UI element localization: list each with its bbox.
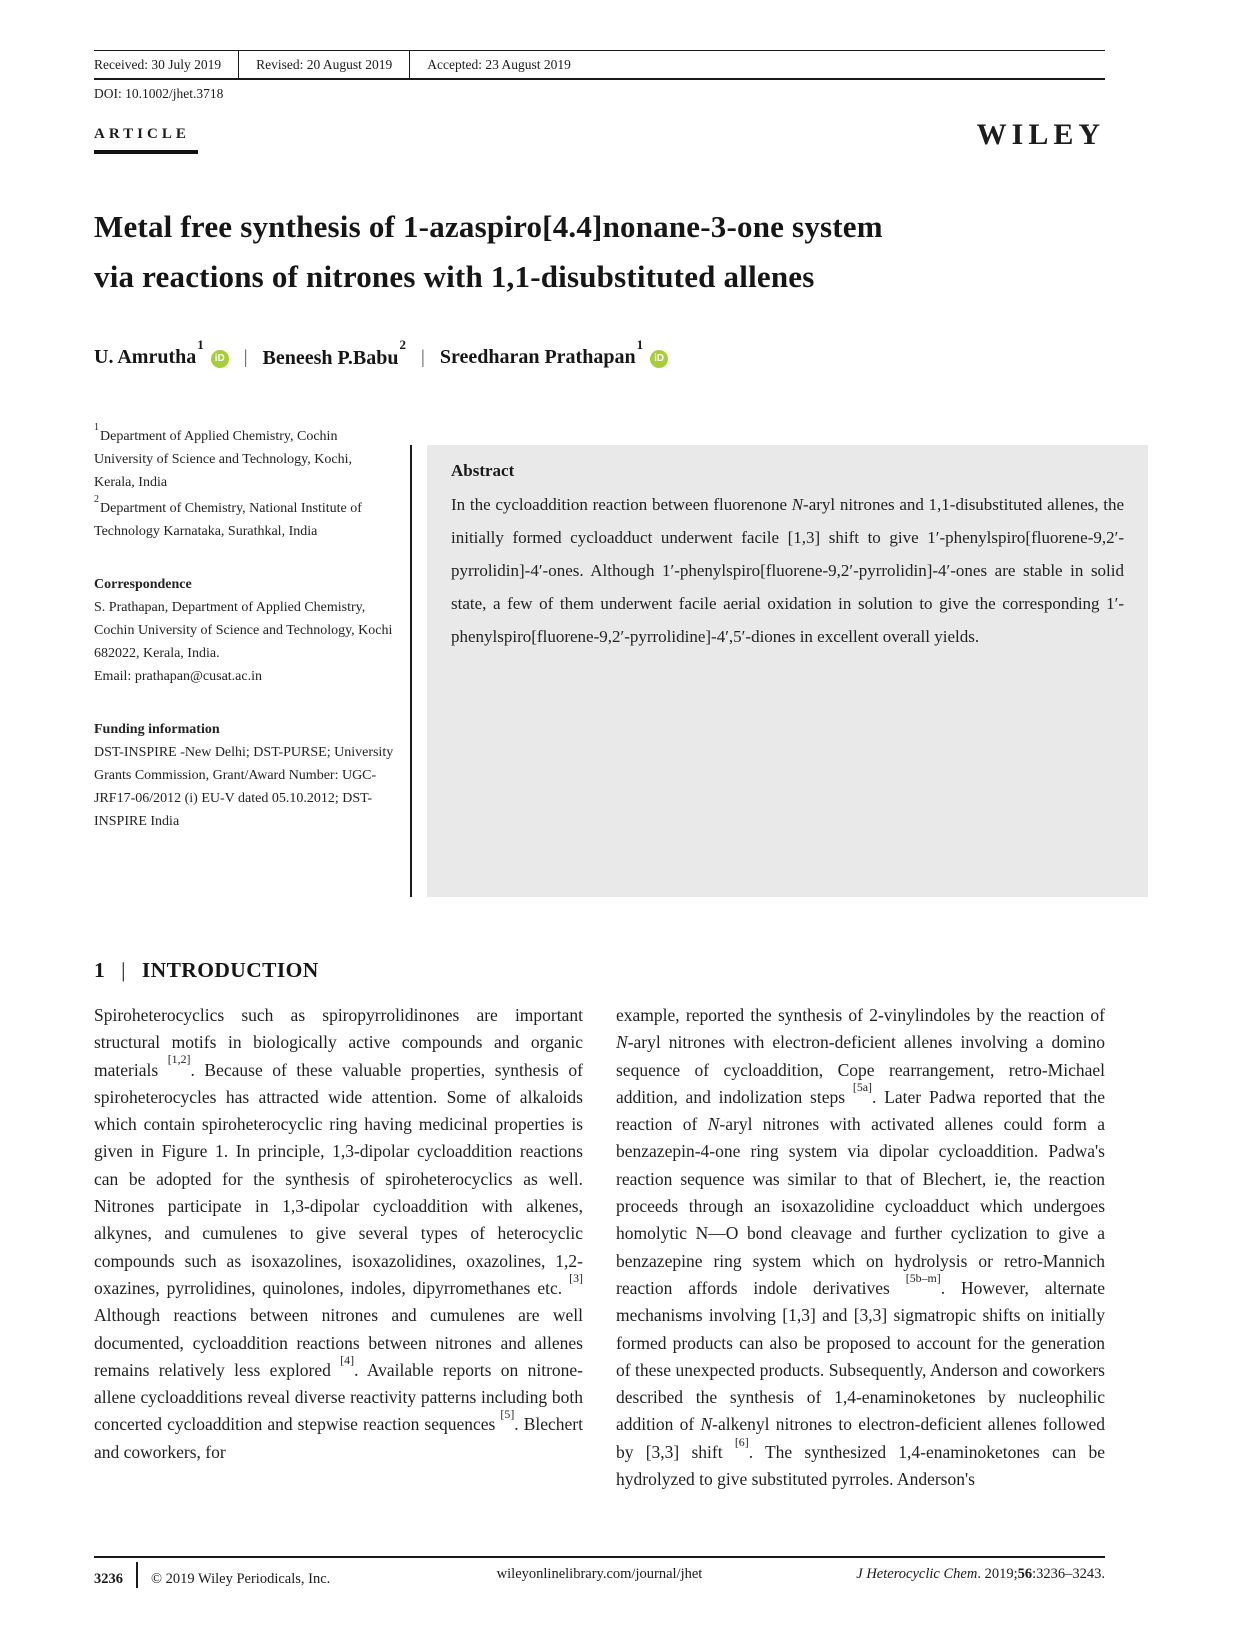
journal-abbreviation: J Heterocyclic Chem [856,1566,978,1582]
correspondence-block [94,573,396,688]
date-divider [238,51,239,78]
section-heading-introduction [94,958,319,983]
left-info-column [94,421,396,833]
manuscript-dates-row [94,51,1105,78]
received-date: Received: 30 July 2019 [94,56,222,72]
abstract-heading: Abstract [451,461,515,480]
author-name: U. Amrutha$^1$iD [94,346,229,370]
abstract-box [427,445,1148,897]
author-name: Sreedharan Prathapan$^1$iD [440,346,668,370]
funding-heading: Funding information [94,722,220,737]
abstract-divider-rule [410,445,412,897]
correspondence-address: S. Prathapan, Department of Applied Chemistry, Cochin University of Science and Technology, Kochi 682022, Kerala, India. [94,600,393,661]
footer-divider-bar [136,1562,138,1588]
affiliation: $^2$Department of Chemistry, National Institute of Technology Karnataka, Surathkal, India [94,493,362,539]
page-number: 3236 [94,1570,123,1587]
citation-text [856,1566,1105,1583]
funding-text: DST-INSPIRE -New Delhi; DST-PURSE; University Grants Commission, Grant/Award Number: UGC-JRF17-06/2012 (i) EU-V dated 05.10.2012; DST-INSPIRE India [94,745,394,829]
affiliations-list [94,421,396,543]
footer [94,1562,1105,1592]
footer-rule [94,1556,1105,1558]
funding-block [94,718,396,833]
correspondence-email[interactable]: Email: prathapan@cusat.ac.in [94,669,262,684]
journal-url[interactable]: wileyonlinelibrary.com/journal/jhet [496,1566,703,1582]
orcid-icon[interactable]: iD [650,350,668,368]
doi-text: DOI: 10.1002/jhet.3718 [94,86,224,101]
correspondence-heading: Correspondence [94,577,192,592]
author-separator: | [421,347,425,368]
affiliation: $^1$Department of Applied Chemistry, Cochin University of Science and Technology, Kochi, Kerala, India [94,421,352,490]
author-list [94,336,668,370]
author-name: Beneesh P.Babu$^2$ [262,337,407,369]
paper-title-line1: Metal free synthesis of 1-azaspiro[4.4]nonane-3-one system [94,209,883,244]
body-column-left: Spiroheterocyclics such as spiropyrrolidinones are important structural motifs in biologically active compounds and organic materials [1,2]. Because of these valuable properties, synthesis of spiroheterocycles has attracted wide attention. Some of alkaloids which contain spiroheterocyclic ring having medicinal properties is given in Figure 1. In principle, 1,3-dipolar cycloaddition reactions can be adopted for the synthesis of spiroheterocyclics as well. Nitrones participate in 1,3-dipolar cycloaddition with alkenes, alkynes, and cumulenes to give several types of heterocyclic compounds such as isoxazolines, isoxazolidines, oxazolines, 1,2-oxazines, pyrrolidines, quinolones, indoles, dipyrromethanes etc. [3] Although reactions between nitrones and cumulenes are well documented, cycloaddition reactions between nitrones and allenes remains relatively less explored [4]. Available reports on nitrone-allene cycloadditions reveal diverse reactivity patterns including both concerted cycloaddition and stepwise reaction sequences [5]. Blechert and coworkers, for [94,1005,584,1462]
citation-pages: :3236–3243. [1032,1566,1105,1582]
revised-date: Revised: 20 August 2019 [256,56,393,72]
body-columns [94,1002,1105,1493]
accepted-date: Accepted: 23 August 2019 [427,56,571,72]
citation-year: . 2019; [977,1566,1018,1582]
footer-left [94,1566,330,1592]
section-title: INTRODUCTION [141,958,319,982]
section-separator: | [121,958,126,982]
article-type-underline [94,150,198,154]
paper-title-line2: via reactions of nitrones with 1,1-disubstituted allenes [94,259,815,294]
copyright-text: © 2019 Wiley Periodicals, Inc. [151,1570,331,1587]
header-bottom-rule [94,78,1105,80]
date-divider [409,51,410,78]
orcid-icon[interactable]: iD [211,350,229,368]
paper-title [94,202,1144,302]
abstract-text: In the cycloaddition reaction between fluorenone N-aryl nitrones and 1,1-disubstituted allenes, the initially formed cycloadduct underwent facile [1,3] shift to give 1′-phenylspiro[fluorene-9,2′-pyrrolidin]-4′-ones. Although 1′-phenylspiro[fluorene-9,2′-pyrrolidin]-4′-ones are stable in solid state, a few of them underwent facile aerial oxidation in solution to give the corresponding 1′-phenylspiro[fluorene-9,2′-pyrrolidine]-4′,5′-diones in excellent overall yields. [451,495,1124,646]
citation-volume: 56 [1017,1566,1033,1582]
article-type-label [94,126,198,154]
body-column-right: example, reported the synthesis of 2-vinylindoles by the reaction of N-aryl nitrones with electron-deficient allenes involving a domino sequence of cycloaddition, Cope rearrangement, retro-Michael addition, and indolization steps [5a]. Later Padwa reported that the reaction of N-aryl nitrones with activated allenes could form a benzazepin-4-one ring system via dipolar cycloaddition. Padwa's reaction sequence was similar to that of Blechert, ie, the reaction proceeds through an isoxazolidine cycloadduct which undergoes homolytic N—O bond cleavage and further cyclization to give a benzazepine ring system which on hydrolysis or retro-Mannich reaction affords indole derivatives [5b–m]. However, alternate mechanisms involving [1,3] and [3,3] sigmatropic shifts on initially formed products can also be proposed to account for the generation of these unexpected products. Subsequently, Anderson and coworkers described the synthesis of 1,4-enaminoketones by nucleophilic addition of N-alkenyl nitrones to electron-deficient allenes followed by [3,3] shift [6]. The synthesized 1,4-enaminoketones can be hydrolyzed to give substituted pyrroles. Anderson's [616,1005,1105,1490]
section-number: 1 [94,958,106,982]
author-separator: | [243,347,248,368]
wiley-logo: WILEY [976,118,1105,151]
article-type-text: ARTICLE [94,126,190,142]
